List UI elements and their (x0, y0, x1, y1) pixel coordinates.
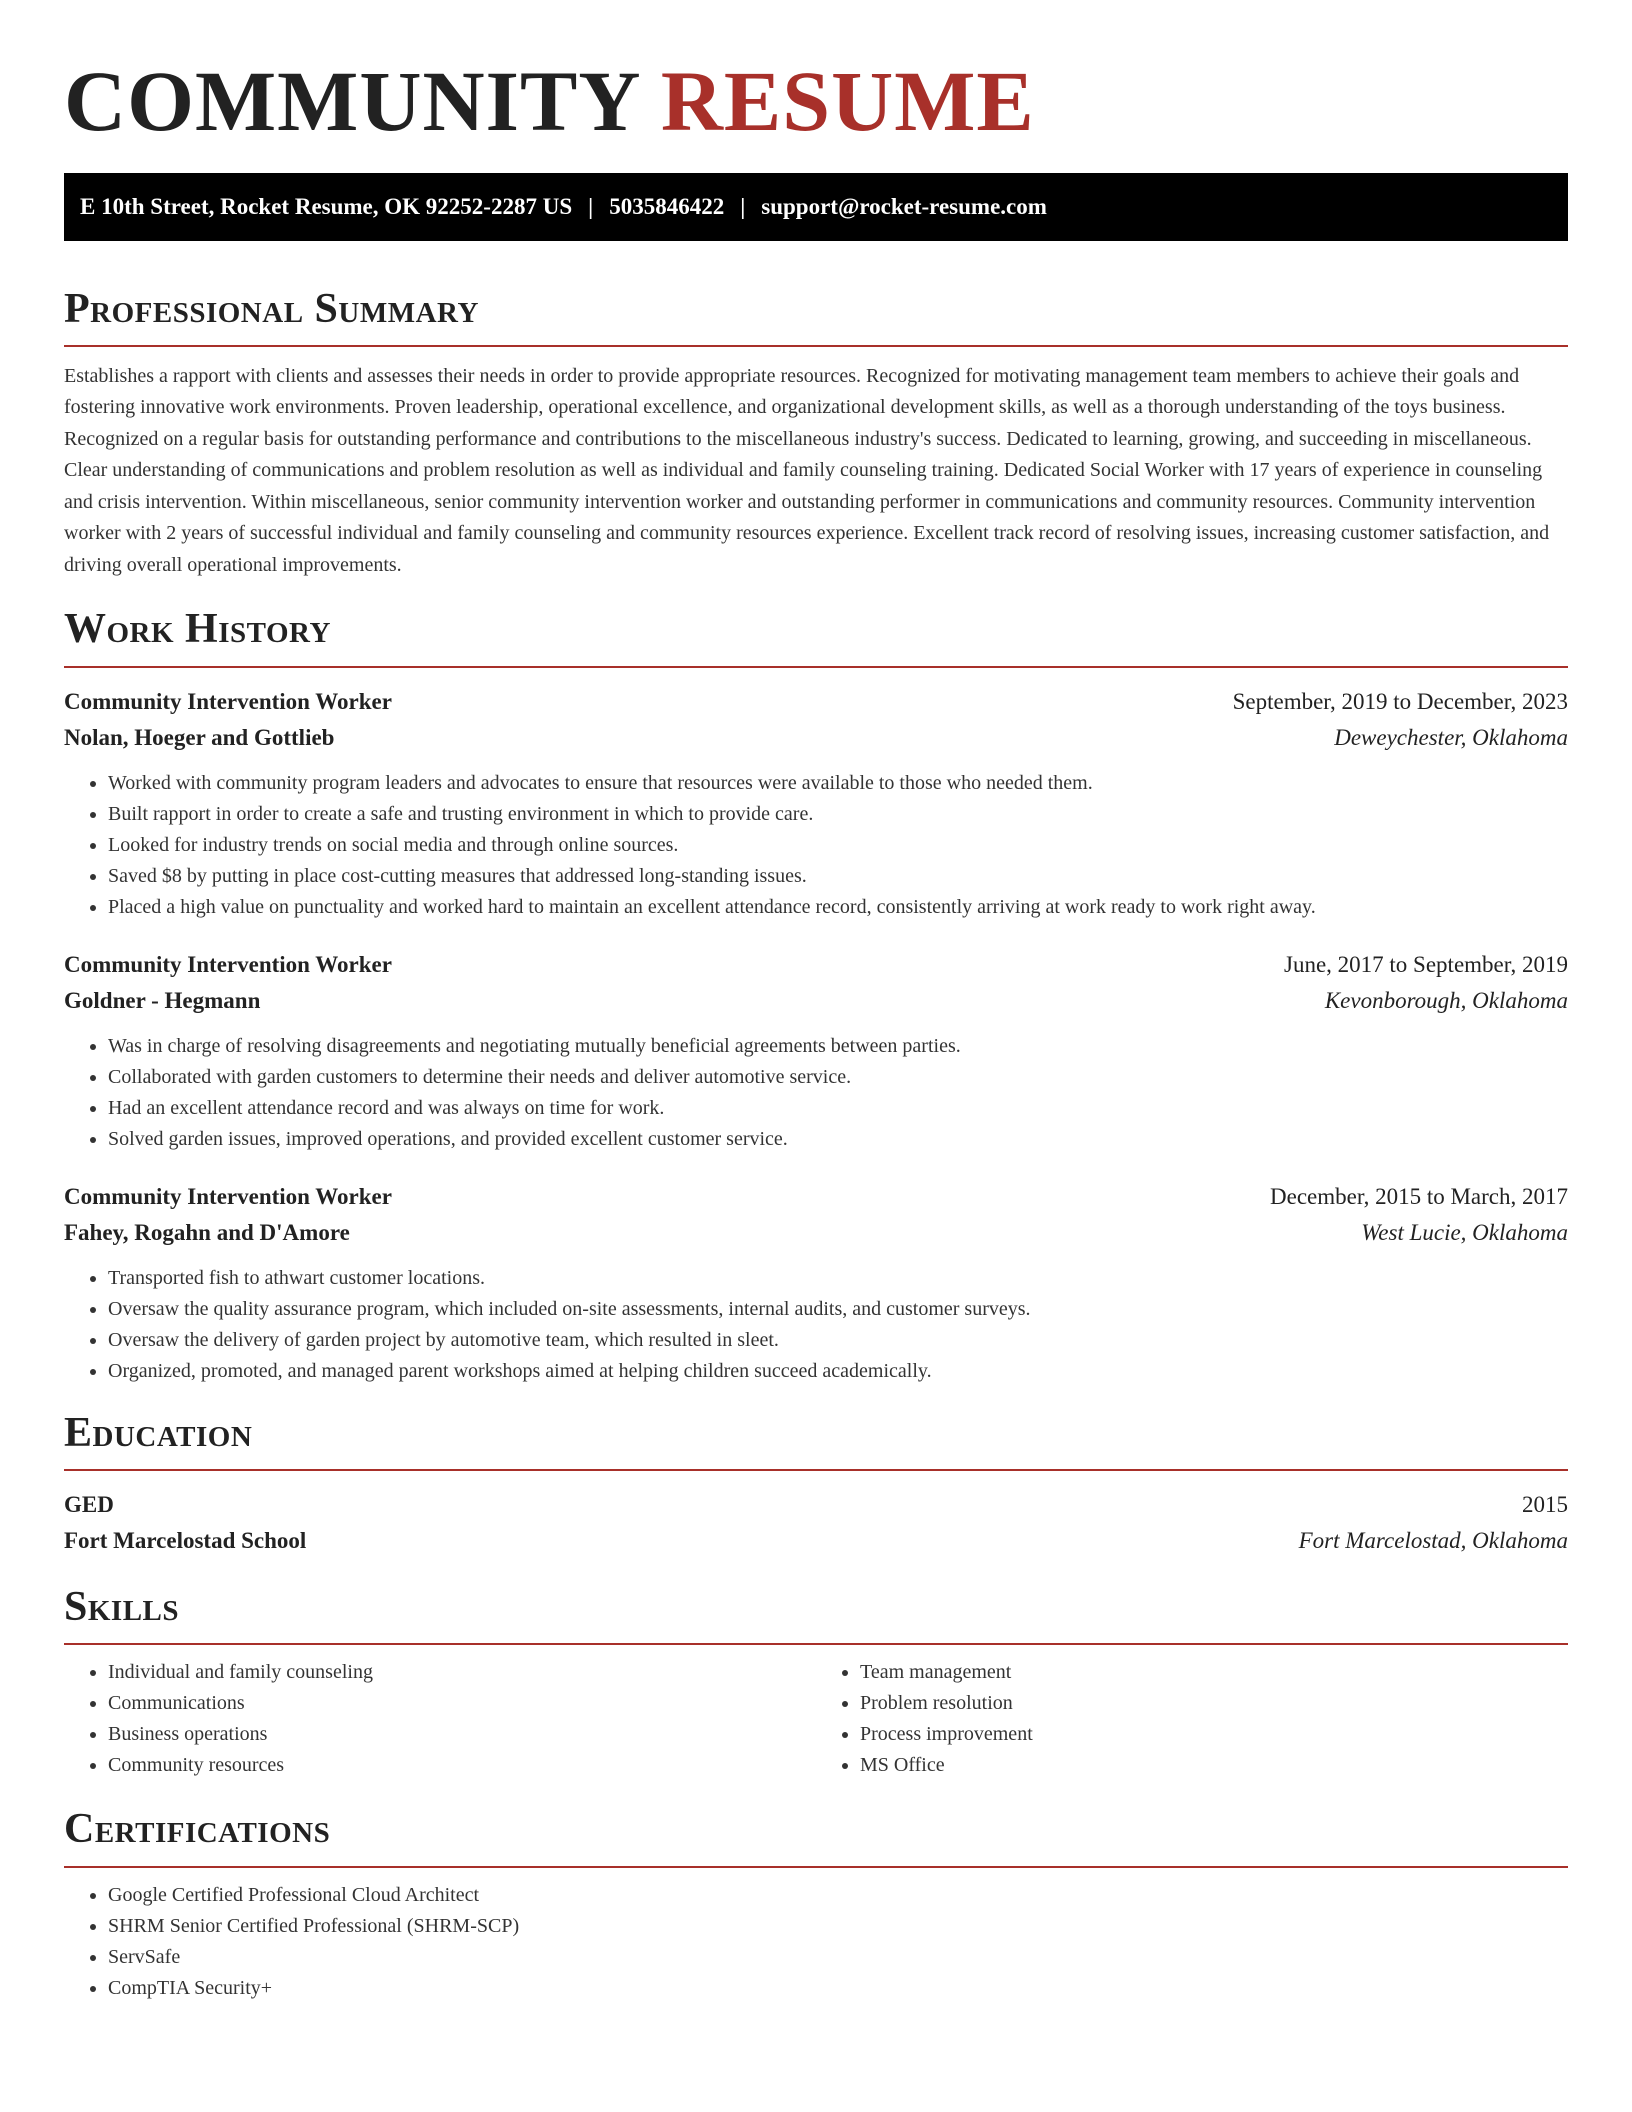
skill-item: • Community resources (108, 1750, 816, 1781)
certifications-section (64, 1805, 1568, 2003)
list-item: • Built rapport in order to create a safe and trusting environment in which to provide care. (108, 799, 1568, 830)
job-role: Community Intervention Worker (64, 951, 392, 977)
skill-item: • MS Office (860, 1750, 1568, 1781)
job-location: Kevonborough, Oklahoma (1324, 987, 1568, 1013)
job-location: Deweychester, Oklahoma (1334, 724, 1568, 750)
section-title-summary: Professional Summary (64, 285, 479, 332)
job-entry (64, 947, 1568, 1155)
name-last: RESUME (660, 53, 1035, 149)
certification-item: • ServSafe (108, 1942, 1568, 1973)
section-divider (64, 666, 1568, 668)
job-entry (64, 1179, 1568, 1387)
job-dates: December, 2015 to March, 2017 (1270, 1183, 1568, 1209)
contact-email: support@rocket-resume.com (761, 193, 1047, 219)
education-subheader (64, 1523, 1568, 1559)
skills-list-left (64, 1657, 816, 1781)
skills-grid (64, 1657, 1568, 1781)
skill-item: • Communications (108, 1688, 816, 1719)
work-section (64, 605, 1568, 1386)
list-item: • Oversaw the quality assurance program, which included on-site assessments, internal audits, and customer surveys. (108, 1294, 1568, 1325)
section-divider (64, 1469, 1568, 1471)
job-dates: September, 2019 to December, 2023 (1232, 688, 1568, 714)
certifications-list (64, 1880, 1568, 2004)
list-item: • Organized, promoted, and managed parent workshops aimed at helping children succeed academically. (108, 1356, 1568, 1387)
section-title-certifications: Certifications (64, 1806, 331, 1853)
skill-item: • Individual and family counseling (108, 1657, 816, 1688)
education-school: Fort Marcelostad School (64, 1527, 307, 1553)
education-location: Fort Marcelostad, Oklahoma (1298, 1527, 1568, 1553)
job-dates: June, 2017 to September, 2019 (1284, 951, 1568, 977)
skill-item: • Team management (860, 1657, 1568, 1688)
section-title-work: Work History (64, 606, 331, 653)
job-subheader (64, 1215, 1568, 1251)
education-degree: GED (64, 1491, 114, 1517)
job-company: Nolan, Hoeger and Gottlieb (64, 724, 335, 750)
resume-page (64, 0, 1568, 2004)
summary-text: Establishes a rapport with clients and assesses their needs in order to provide appropriate resources. Recognized for motivating management team members to achieve their goals and fostering innovative work environments. Proven leadership, operational excellence, and organizational development skills, as well as a thorough understanding of the toys business. Recognized on a regular basis for outstanding performance and contributions to the miscellaneous industry's success. Dedicated to learning, growing, and succeeding in miscellaneous. Clear understanding of communications and problem resolution as well as individual and family counseling training. Dedicated Social Worker with 17 years of experience in counseling and crisis intervention. Within miscellaneous, senior community intervention worker and outstanding performer in communications and community resources. Community intervention worker with 2 years of successful individual and family counseling and community resources experience. Excellent track record of resolving issues, increasing customer satisfaction, and driving overall operational improvements. (64, 364, 1550, 576)
job-header (64, 684, 1568, 720)
job-header (64, 1179, 1568, 1215)
job-role: Community Intervention Worker (64, 688, 392, 714)
education-section (64, 1409, 1568, 1559)
name-first: COMMUNITY (64, 53, 639, 149)
list-item: • Placed a high value on punctuality and worked hard to maintain an excellent attendance record, consistently arriving at work ready to work right away. (108, 892, 1568, 923)
job-location: West Lucie, Oklahoma (1361, 1219, 1568, 1245)
skill-item: • Process improvement (860, 1719, 1568, 1750)
skills-section (64, 1583, 1568, 1781)
job-header (64, 947, 1568, 983)
contact-phone: 5035846422 (609, 193, 725, 219)
section-divider (64, 345, 1568, 347)
summary-section (64, 285, 1568, 582)
job-subheader (64, 720, 1568, 756)
list-item: • Was in charge of resolving disagreements and negotiating mutually beneficial agreements between parties. (108, 1031, 1568, 1062)
contact-bar (64, 173, 1568, 241)
list-item: • Transported fish to athwart customer locations. (108, 1263, 1568, 1294)
list-item: • Saved $8 by putting in place cost-cutting measures that addressed long-standing issues. (108, 861, 1568, 892)
job-role: Community Intervention Worker (64, 1183, 392, 1209)
resume-name (64, 54, 1568, 149)
contact-separator: | (740, 193, 746, 219)
job-company: Goldner - Hegmann (64, 987, 261, 1013)
skill-item: • Business operations (108, 1719, 816, 1750)
list-item: • Had an excellent attendance record and was always on time for work. (108, 1093, 1568, 1124)
education-year: 2015 (1522, 1491, 1568, 1517)
job-bullets (64, 1263, 1568, 1387)
section-divider (64, 1866, 1568, 1868)
job-entry (64, 684, 1568, 923)
job-company: Fahey, Rogahn and D'Amore (64, 1219, 350, 1245)
contact-address: E 10th Street, Rocket Resume, OK 92252-2287 US (80, 193, 573, 219)
list-item: • Looked for industry trends on social media and through online sources. (108, 830, 1568, 861)
list-item: • Solved garden issues, improved operations, and provided excellent customer service. (108, 1124, 1568, 1155)
education-header (64, 1487, 1568, 1523)
education-entry (64, 1487, 1568, 1559)
list-item: • Oversaw the delivery of garden project by automotive team, which resulted in sleet. (108, 1325, 1568, 1356)
contact-separator: | (588, 193, 594, 219)
certification-item: • CompTIA Security+ (108, 1973, 1568, 2004)
section-title-education: Education (64, 1409, 253, 1456)
list-item: • Worked with community program leaders and advocates to ensure that resources were available to those who needed them. (108, 768, 1568, 799)
certification-item: • SHRM Senior Certified Professional (SHRM-SCP) (108, 1911, 1568, 1942)
job-subheader (64, 983, 1568, 1019)
job-bullets (64, 768, 1568, 923)
section-title-skills: Skills (64, 1583, 180, 1630)
list-item: • Collaborated with garden customers to determine their needs and deliver automotive service. (108, 1062, 1568, 1093)
job-bullets (64, 1031, 1568, 1155)
certification-item: • Google Certified Professional Cloud Architect (108, 1880, 1568, 1911)
skills-list-right (816, 1657, 1568, 1781)
section-divider (64, 1643, 1568, 1645)
skill-item: • Problem resolution (860, 1688, 1568, 1719)
